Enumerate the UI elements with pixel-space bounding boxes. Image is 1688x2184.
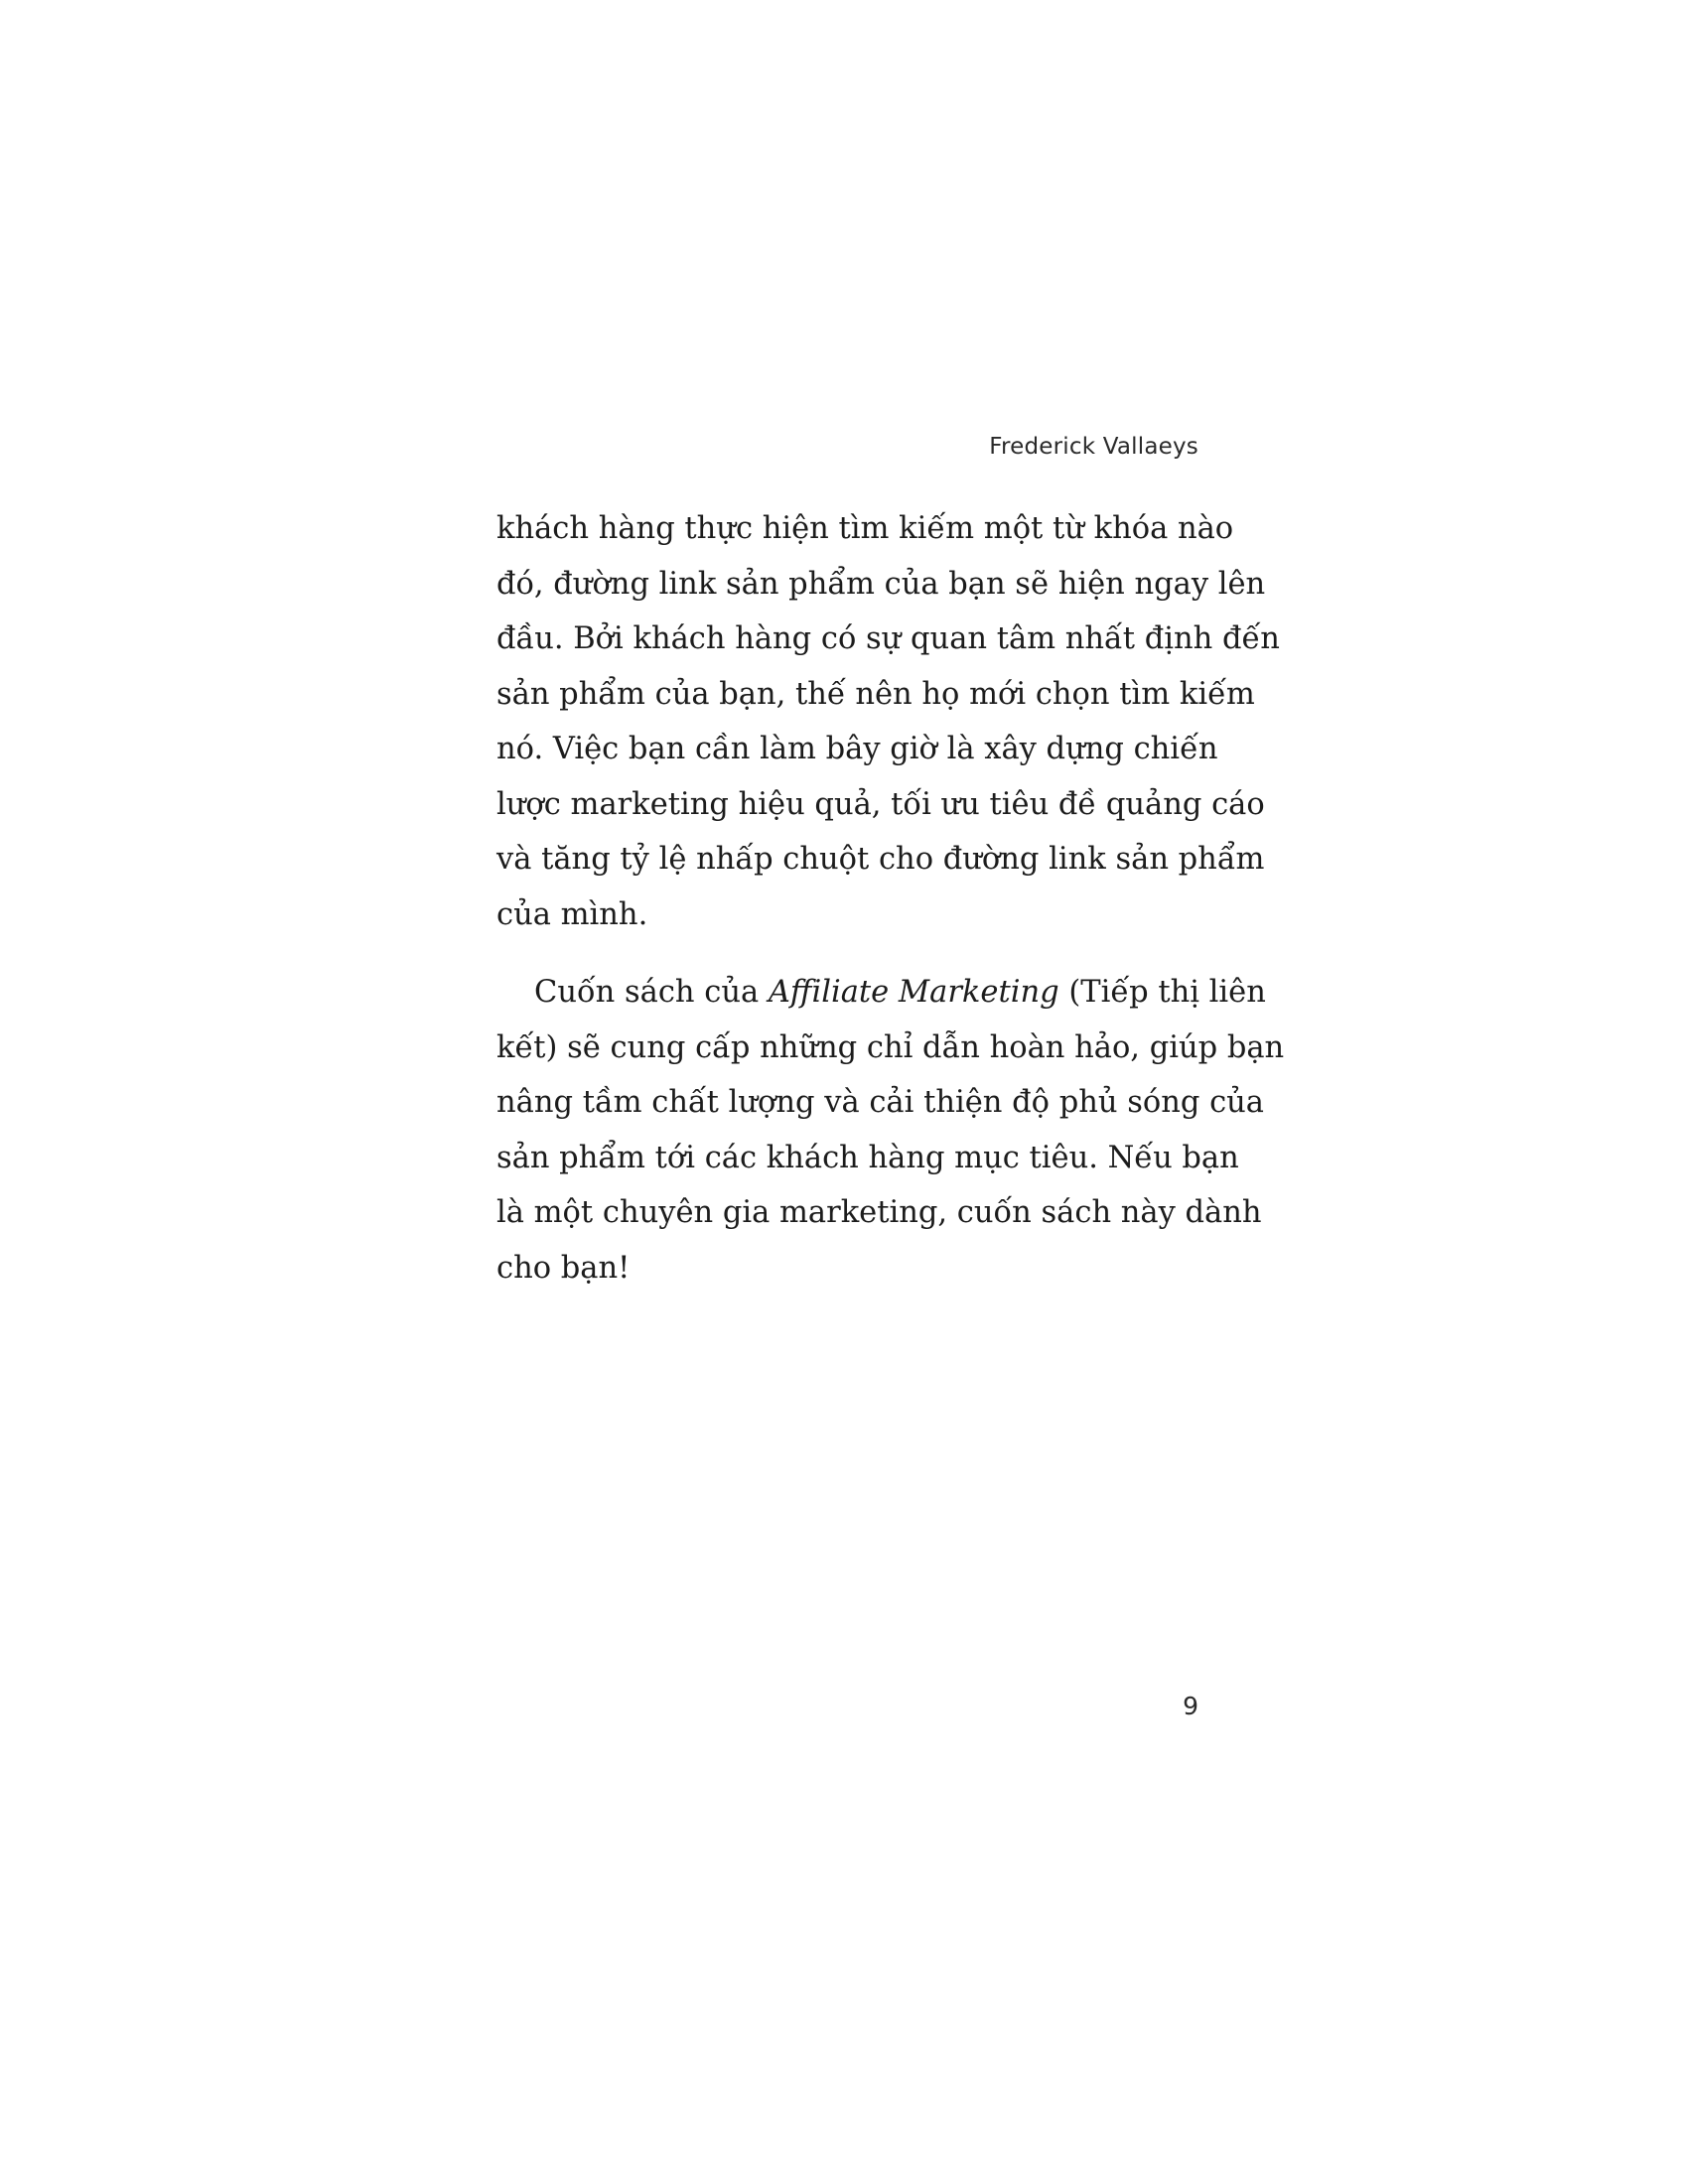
text-line: đầu. Bởi khách hàng có sự quan tâm nhất định đến <box>496 621 1280 656</box>
book-title-italic: Affiliate Marketing <box>768 975 1059 1010</box>
running-header-author: Frederick Vallaeys <box>989 434 1198 460</box>
text-line: và tăng tỷ lệ nhấp chuột cho đường link sản phẩm <box>496 842 1265 877</box>
paragraph-2 <box>496 965 1285 1296</box>
paragraph-1 <box>496 501 1280 942</box>
text-line: lược marketing hiệu quả, tối ưu tiêu đề quảng cáo <box>496 786 1265 822</box>
body-text <box>496 501 1285 1296</box>
text-line: là một chuyên gia marketing, cuốn sách này dành <box>496 1195 1262 1230</box>
text-line: cho bạn! <box>496 1250 631 1286</box>
text-line: nó. Việc bạn cần làm bây giờ là xây dựng chiến <box>496 732 1218 766</box>
text-line: khách hàng thực hiện tìm kiếm một từ khóa nào <box>496 511 1234 546</box>
text-line: kết) sẽ cung cấp những chỉ dẫn hoàn hảo, giúp bạn <box>496 1029 1285 1065</box>
text-line: của mình. <box>496 896 648 932</box>
text-line: đó, đường link sản phẩm của bạn sẽ hiện ngay lên <box>496 566 1266 602</box>
text-run: Cuốn sách của <box>534 975 769 1010</box>
text-line: nâng tầm chất lượng và cải thiện độ phủ sóng của <box>496 1085 1264 1120</box>
text-line: sản phẩm tới các khách hàng mục tiêu. Nếu bạn <box>496 1140 1239 1175</box>
text-line: sản phẩm của bạn, thế nên họ mới chọn tìm kiếm <box>496 676 1255 712</box>
text-run: (Tiếp thị liên <box>1058 975 1266 1010</box>
page-number: 9 <box>1183 1692 1198 1720</box>
text-line <box>496 965 1266 1021</box>
